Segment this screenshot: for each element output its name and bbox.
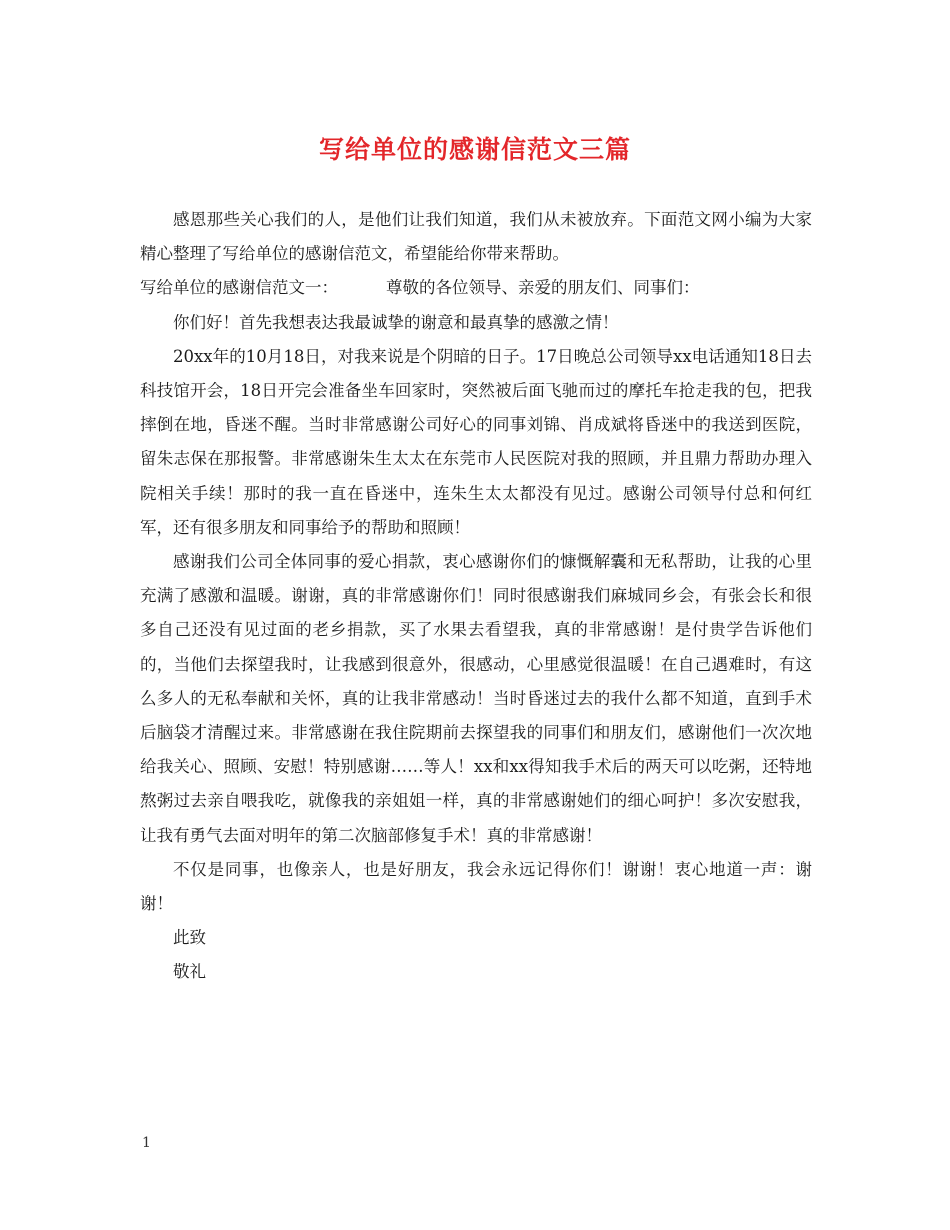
salutation: 尊敬的各位领导、亲爱的朋友们、同事们： — [386, 278, 700, 298]
body-paragraph: 20xx年的10月18日，对我来说是个阴暗的日子。17日晚总公司领导xx电话通知18日去科技馆开会，18日开完会准备坐车回家时，突然被后面飞驰而过的摩托车抢走我的包，把我摔倒在地，昏迷不醒。当时非常感谢公司好心的同事刘锦、肖成斌将昏迷中的我送到医院，留朱志保在那报警。非常感谢朱生太太在东莞市人民医院对我的照顾，并且鼎力帮助办理入院相关手续！那时的我一直在昏迷中，连朱生太太都没有见过。感谢公司领导付总和何红军，还有很多朋友和同事给予的帮助和照顾！ — [140, 346, 812, 537]
page-number: 1 — [142, 1135, 151, 1151]
document-title: 写给单位的感谢信范文三篇 — [318, 135, 631, 164]
closing-line: 敬礼 — [173, 962, 206, 982]
body-paragraph: 感谢我们公司全体同事的爱心捐款，衷心感谢你们的慷慨解囊和无私帮助，让我的心里充满了感激和温暖。谢谢，真的非常感谢你们！同时很感谢我们麻城同乡会，有张会长和很多自己还没有见过面的老乡捐款，买了水果去看望我，真的非常感谢！是付贵学告诉他们的，当他们去探望我时，让我感到很意外，很感动，心里感觉很温暖！在自己遇难时，有这么多人的无私奉献和关怀，真的让我非常感动！当时昏迷过去的我什么都不知道，直到手术后脑袋才清醒过来。非常感谢在我住院期前去探望我的同事们和朋友们，感谢他们一次次地给我关心、照顾、安慰！特别感谢……等人！xx和xx得知我手术后的两天可以吃粥，还特地熬粥过去亲自喂我吃，就像我的亲姐姐一样，真的非常感谢她们的细心呵护！多次安慰我，让我有勇气去面对明年的第二次脑部修复手术！真的非常感谢！ — [140, 552, 812, 845]
body-paragraph: 你们好！首先我想表达我最诚挚的谢意和最真挚的感激之情！ — [173, 312, 619, 332]
section-label: 写给单位的感谢信范文一： — [140, 278, 338, 298]
section-heading-line — [140, 271, 812, 305]
closing-line: 此致 — [173, 928, 206, 948]
intro-paragraph: 感恩那些关心我们的人，是他们让我们知道，我们从未被放弃。下面范文网小编为大家精心整理了写给单位的感谢信范文，希望能给你带来帮助。 — [140, 210, 812, 264]
body-paragraph: 不仅是同事，也像亲人，也是好朋友，我会永远记得你们！谢谢！衷心地道一声：谢谢！ — [140, 859, 812, 914]
document-body — [140, 203, 812, 990]
